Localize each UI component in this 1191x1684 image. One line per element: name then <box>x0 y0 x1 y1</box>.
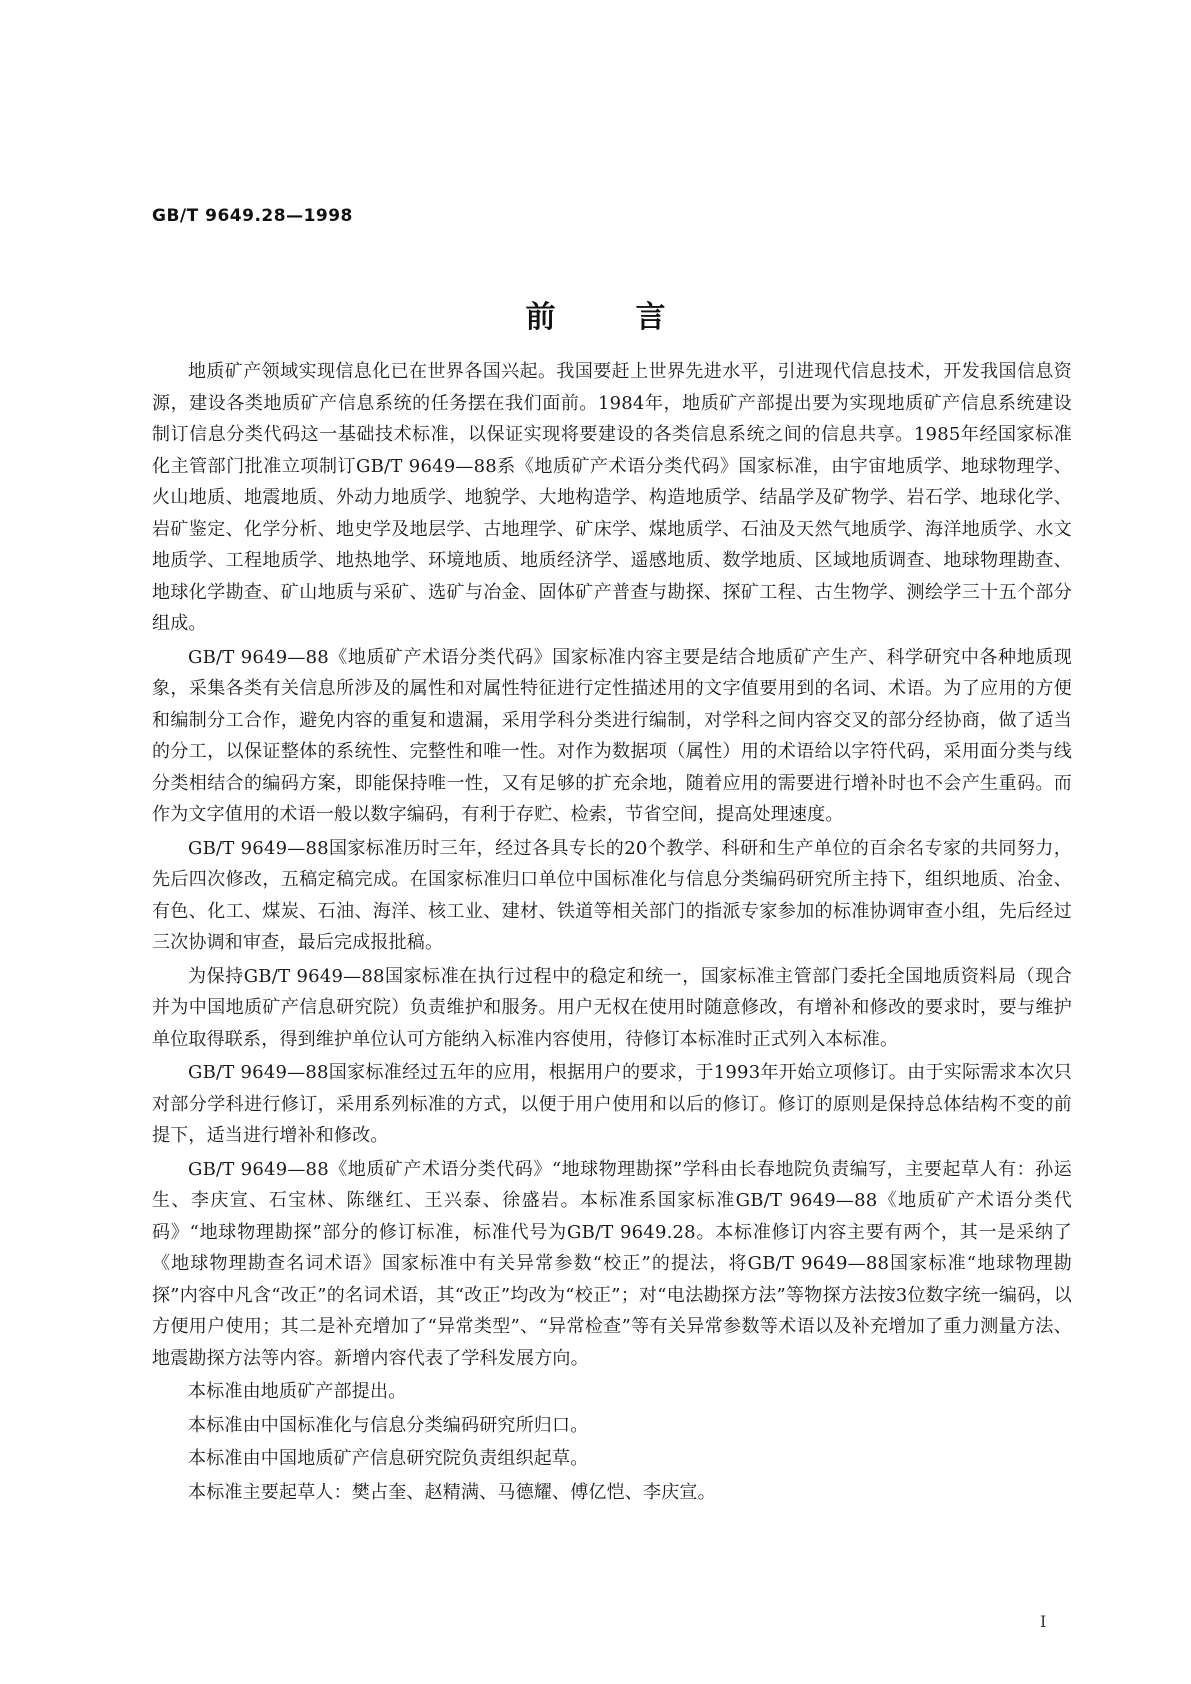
paragraph-maintenance: 为保持GB/T 9649—88国家标准在执行过程中的稳定和统一，国家标准主管部门委托全国地质资料局（现合并为中国地质矿产信息研究院）负责维护和服务。用户无权在使用时随意修改，有增补和修改的要求时，要与维护单位取得联系，得到维护单位认可方能纳入标准内容使用，待修订本标准时正式列入本标准。 <box>152 965 1072 1050</box>
paragraph-drafting-history: GB/T 9649—88国家标准历时三年，经过各具专长的20个教学、科研和生产单位的百余名专家的共同努力，先后四次修改，五稿定稿完成。在国家标准归口单位中国标准化与信息分类编码研究所主持下，组织地质、冶金、有色、化工、煤炭、石油、海洋、核工业、建材、铁道等相关部门的指派专家参加的标准协调审查小组，先后经过三次协调和审查，最后完成报批稿。 <box>152 837 1072 953</box>
paragraph-content-scope: GB/T 9649—88《地质矿产术语分类代码》国家标准内容主要是结合地质矿产生产、科学研究中各种地质现象，采集各类有关信息所涉及的属性和对属性特征进行定性描述用的文字值要用到的名词、术语。为了应用的方便和编制分工合作，避免内容的重复和遗漏，采用学科分类进行编制，对学科之间内容交叉的部分经协商，做了适当的分工，以保证整体的系统性、完整性和唯一性。对作为数据项（属性）用的术语给以字符代码，采用面分类与线分类相结合的编码方案，即能保持唯一性，又有足够的扩充余地，随着应用的需要进行增补时也不会产生重码。而作为文字值用的术语一般以数字编码，有利于存贮、检索，节省空间，提高处理速度。 <box>152 646 1072 825</box>
standard-code: GB/T 9649.28—1998 <box>152 206 353 226</box>
page-number: I <box>1040 1612 1047 1631</box>
paragraph-revision: GB/T 9649—88国家标准经过五年的应用，根据用户的要求，于1993年开始立项修订。由于实际需求本次只对部分学科进行修订，采用系列标准的方式，以便于用户使用和以后的修订。修订的原则是保持总体结构不变的前提下，适当进行增补和修改。 <box>152 1062 1072 1146</box>
paragraph-proposer: 本标准由地质矿产部提出。 <box>188 1381 407 1402</box>
page-title: 前言 <box>525 300 746 335</box>
paragraph-drafters: 本标准主要起草人：樊占奎、赵精满、马德耀、傅亿恺、李庆宣。 <box>188 1481 716 1503</box>
foreword-body <box>152 356 1072 1510</box>
paragraph-administrator: 本标准由中国标准化与信息分类编码研究所归口。 <box>188 1414 589 1436</box>
paragraph-drafting-organizer: 本标准由中国地质矿产信息研究院负责组织起草。 <box>188 1448 589 1469</box>
paragraph-revision-content: GB/T 9649—88《地质矿产术语分类代码》“地球物理勘探”学科由长春地院负责编写，主要起草人有：孙运生、李庆宣、石宝林、陈继红、王兴泰、徐盛岩。本标准系国家标准GB/T 9649—88《地质矿产术语分类代码》“地球物理勘探”部分的修订标准，标准代号为GB/T 9649.28。本标准修订内容主要有两个，其一是采纳了《地球物理勘查名词术语》国家标准中有关异常参数“校正”的提法，将GB/T 9649—88国家标准“地球物理勘探”内容中凡含“改正”的名词术语，其“改正”均改为“校正”；对“电法勘探方法”等物探方法按3位数字统一编码，以方便用户使用；其二是补充增加了“异常类型”、“异常检查”等有关异常参数等术语以及补充增加了重力测量方法、地震勘探方法等内容。新增内容代表了学科发展方向。 <box>152 1158 1072 1369</box>
paragraph-background: 地质矿产领域实现信息化已在世界各国兴起。我国要赶上世界先进水平，引进现代信息技术，开发我国信息资源，建设各类地质矿产信息系统的任务摆在我们面前。1984年，地质矿产部提出要为实现地质矿产信息系统建设制订信息分类代码这一基础技术标准，以保证实现将要建设的各类信息系统之间的信息共享。1985年经国家标准化主管部门批准立项制订GB/T 9649—88系《地质矿产术语分类代码》国家标准，由宇宙地质学、地球物理学、火山地质、地震地质、外动力地质学、地貌学、大地构造学、构造地质学、结晶学及矿物学、岩石学、地球化学、岩矿鉴定、化学分析、地史学及地层学、古地理学、矿床学、煤地质学、石油及天然气地质学、海洋地质学、水文地质学、工程地质学、地热地学、环境地质、地质经济学、遥感地质、数学地质、区域地质调查、地球物理勘查、地球化学勘查、矿山地质与采矿、选矿与冶金、固体矿产普查与勘探、探矿工程、古生物学、测绘学三十五个部分组成。 <box>152 361 1072 634</box>
